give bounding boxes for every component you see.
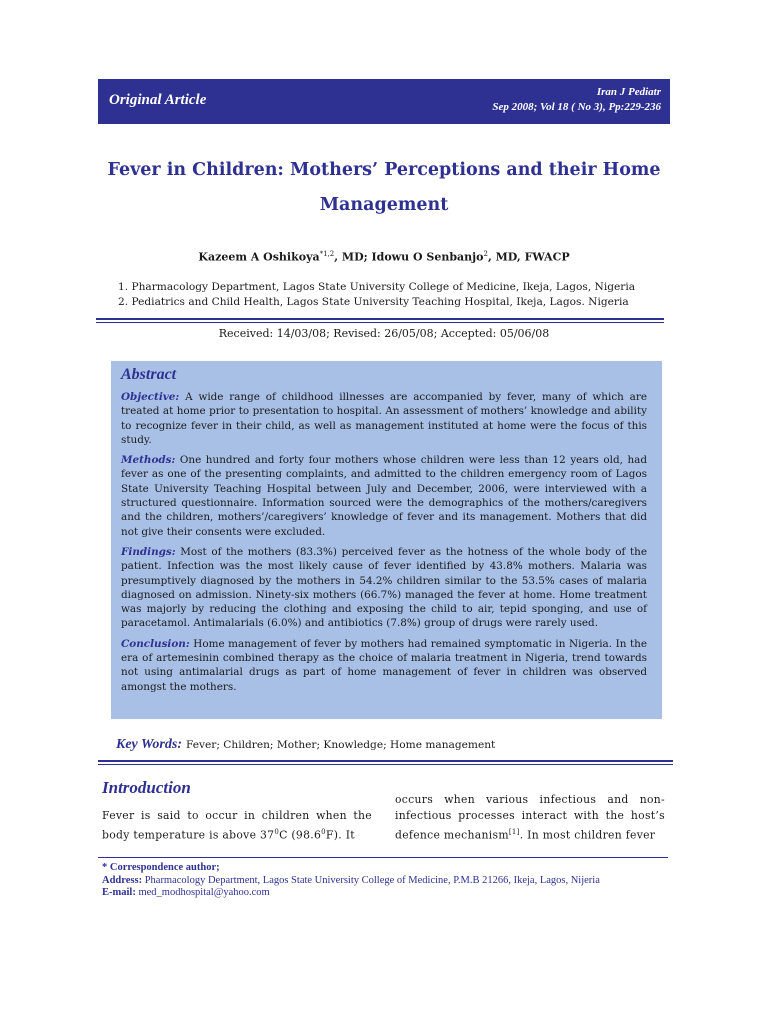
- divider-rule: [96, 318, 664, 320]
- abstract-findings: [121, 545, 647, 631]
- journal-issue: Sep 2008; Vol 18 ( No 3), Pp:229-236: [492, 101, 661, 113]
- divider-rule-keywords: [98, 760, 673, 762]
- title-line-2: Management: [319, 195, 449, 215]
- abstract-objective: [121, 390, 647, 447]
- received-dates: Received: 14/03/08; Revised: 26/05/08; Accepted: 05/06/08: [218, 327, 550, 340]
- author-2-name: Idowu O Senbanjo: [371, 250, 484, 264]
- conclusion-label: Conclusion:: [121, 637, 190, 650]
- journal-header-bar: [98, 79, 670, 124]
- journal-citation: [492, 85, 661, 115]
- author-1-degree: , MD;: [334, 250, 372, 264]
- address-label: Address:: [102, 874, 143, 886]
- conclusion-text: Home management of fever by mothers had remained symptomatic in Nigeria. In the era of artemesinin combined therapy as the choice of malaria treatment in Nigeria, trend towards not using antimalarial drugs as part of home management of fever in children was observed amongst the mothers.: [121, 637, 647, 693]
- findings-text: Most of the mothers (83.3%) perceived fever as the hotness of the whole body of the patient. Infection was the most likely cause of fever identified by 43.8% mothers. Malaria was presumptively diagnosed by the mothers in 54.2% children similar to the 53.5% cases of malaria diagnosed on admission. Ninety-six mothers (66.7%) managed the fever at home. Home treatment was majorly by reducing the clothing and exposing the child to air, tepid sponging, and use of paracetamol. Antimalarials (6.0%) and antibiotics (7.8%) group of drugs were rarely used.: [121, 545, 647, 630]
- address-text: Pharmacology Department, Lagos State University College of Medicine, P.M.B 21266, Ikeja, Lagos, Nijeria: [142, 874, 600, 886]
- introduction-heading: Introduction: [102, 778, 191, 797]
- affiliations: [118, 280, 635, 310]
- intro-col1-sup2: 0: [321, 828, 326, 836]
- article-title: [98, 153, 670, 223]
- email-label: E-mail:: [102, 887, 136, 898]
- article-type-label: Original Article: [109, 92, 207, 108]
- author-2-degree: , MD, FWACP: [487, 250, 570, 264]
- abstract-box: [111, 361, 662, 719]
- title-line-1: Fever in Children: Mothers’ Perceptions and their Home: [107, 160, 661, 180]
- author-1-affil: *1,2: [319, 250, 335, 258]
- affiliation-2: 2. Pediatrics and Child Health, Lagos State University Teaching Hospital, Ikeja, Lagos. Nigeria: [118, 296, 629, 308]
- abstract-conclusion: [121, 637, 647, 694]
- abstract-body: [121, 390, 647, 700]
- author-1-name: Kazeem A Oshikoya: [198, 250, 320, 264]
- correspondence-address: [102, 875, 600, 888]
- author-2-affil: 2: [483, 250, 488, 258]
- correspondence-label: * Correspondence author;: [102, 862, 220, 873]
- intro-col1-text: Fever is said to occur in children when the body temperature is above 37: [102, 809, 372, 842]
- intro-column-1: [102, 808, 372, 844]
- correspondence-footnote: [102, 862, 600, 900]
- abstract-methods: [121, 453, 647, 539]
- intro-col2-ref: [1]: [508, 828, 520, 836]
- methods-label: Methods:: [121, 454, 176, 467]
- footnote-rule: [98, 857, 668, 858]
- intro-col2-end: . In most children fever: [519, 828, 656, 842]
- findings-label: Findings:: [121, 545, 176, 558]
- keywords-label: Key Words:: [116, 737, 182, 752]
- objective-label: Objective:: [121, 391, 180, 403]
- objective-text: A wide range of childhood illnesses are accompanied by fever, many of which are treated at home prior to presentation to hospital. An assessment of mothers’ knowledge and ability to recognize fever in their child, as well as management instituted at home were the focus of this study.: [121, 391, 647, 446]
- keywords: [116, 737, 495, 753]
- email-text: med_modhospital@yahoo.com: [135, 887, 270, 898]
- intro-column-2: [395, 792, 665, 844]
- journal-name: Iran J Pediatr: [596, 86, 661, 98]
- keywords-text: Fever; Children; Mother; Knowledge; Home management: [185, 739, 496, 751]
- correspondence-email: [102, 887, 600, 900]
- abstract-heading: Abstract: [121, 366, 177, 383]
- author-list: [98, 250, 670, 264]
- intro-col1-mid: C (98.6: [279, 828, 322, 842]
- intro-col1-sup1: 0: [274, 828, 280, 836]
- affiliation-1: 1. Pharmacology Department, Lagos State University College of Medicine, Ikeja, Lagos, Nigeria: [118, 281, 636, 293]
- methods-text: One hundred and forty four mothers whose children were less than 12 years old, had fever as one of the presenting complaints, and admitted to the children emergency room of Lagos State University Teaching Hospital between July and December, 2006, were interviewed with a structured questionnaire. Information sourced were the demographics of the mothers/caregivers and the children, mothers’/caregivers’ knowledge of fever and its management. Mothers that did not give their consents were excluded.: [121, 454, 647, 538]
- intro-col2-text: occurs when various infectious and non-infectious processes interact with the host’s defence mechanism: [395, 793, 665, 842]
- intro-col1-end: F). It: [325, 828, 355, 842]
